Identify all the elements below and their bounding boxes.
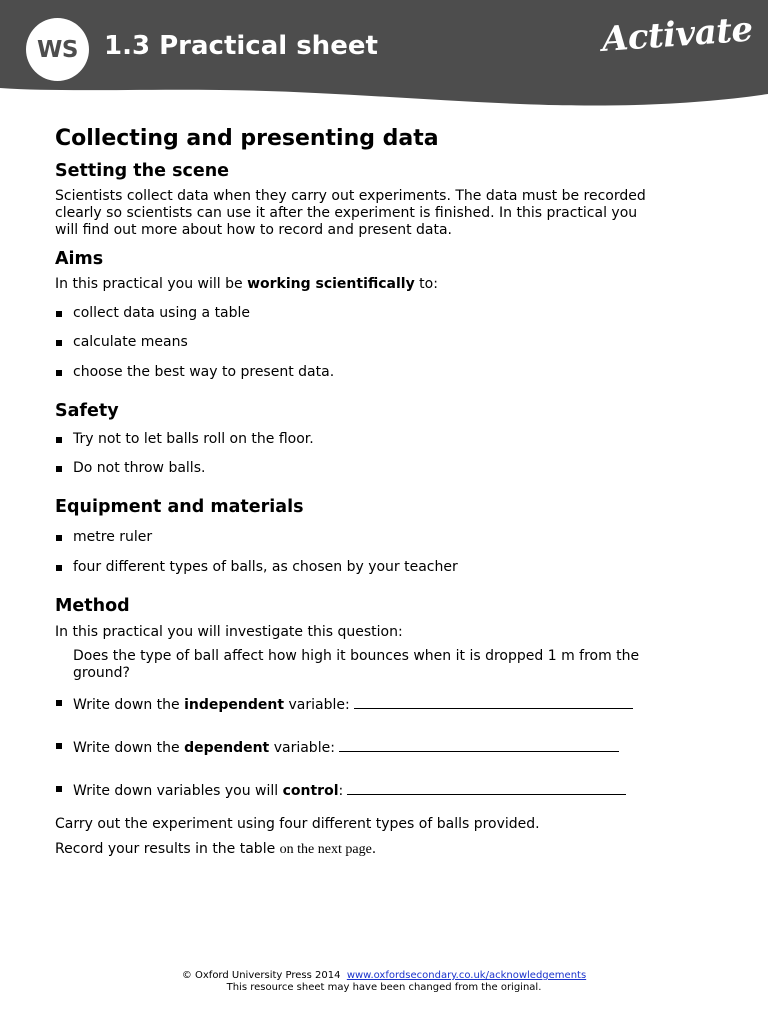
dependent-answer-line[interactable] [339, 737, 619, 752]
footer-copyright-line: © Oxford University Press 2014 www.oxfordsecondary.co.uk/acknowledgements [181, 970, 587, 981]
footer [0, 970, 768, 994]
activate-logo: Activate [600, 9, 754, 60]
scene-heading: Setting the scene [55, 161, 230, 181]
bullet-icon [56, 466, 62, 472]
footer-note: This resource sheet may have been changed from the original. [226, 982, 542, 993]
acknowledgements-link[interactable]: www.oxfordsecondary.co.uk/acknowledgements [346, 970, 587, 981]
bullet-icon [56, 535, 62, 541]
aims-intro: In this practical you will be working scientifically to: [55, 276, 438, 292]
record-text: Record your results in the table on the next page. [55, 841, 377, 857]
independent-answer-line[interactable] [354, 694, 633, 709]
header-banner [0, 0, 768, 112]
bullet-icon [56, 370, 62, 376]
bullet-icon [56, 311, 62, 317]
ws-badge: WS [26, 18, 89, 81]
safety-heading: Safety [55, 401, 119, 421]
investigation-question: Does the type of ball affect how high it bounces when it is dropped 1 m from the ground? [73, 648, 640, 681]
bullet-icon [56, 565, 62, 571]
scene-text: Scientists collect data when they carry out experiments. The data must be recorded clearly so scientists can use it after the experiment is finished. In this practical you will find out more about how to record and present data. [55, 188, 646, 238]
control-answer-line[interactable] [347, 780, 626, 795]
bullet-icon [56, 340, 62, 346]
method-heading: Method [55, 596, 130, 616]
carry-out-text: Carry out the experiment using four different types of balls provided. [55, 816, 540, 832]
bullet-icon [56, 786, 62, 792]
method-intro: In this practical you will investigate this question: [55, 624, 403, 640]
aims-heading: Aims [55, 249, 104, 269]
equipment-heading: Equipment and materials [55, 497, 304, 517]
sheet-title: 1.3 Practical sheet [104, 31, 378, 61]
bullet-icon [56, 437, 62, 443]
bullet-icon [56, 743, 62, 749]
page-title: Collecting and presenting data [55, 126, 439, 151]
bullet-icon [56, 700, 62, 706]
aims-intro-bold: working scientifically [247, 276, 415, 292]
